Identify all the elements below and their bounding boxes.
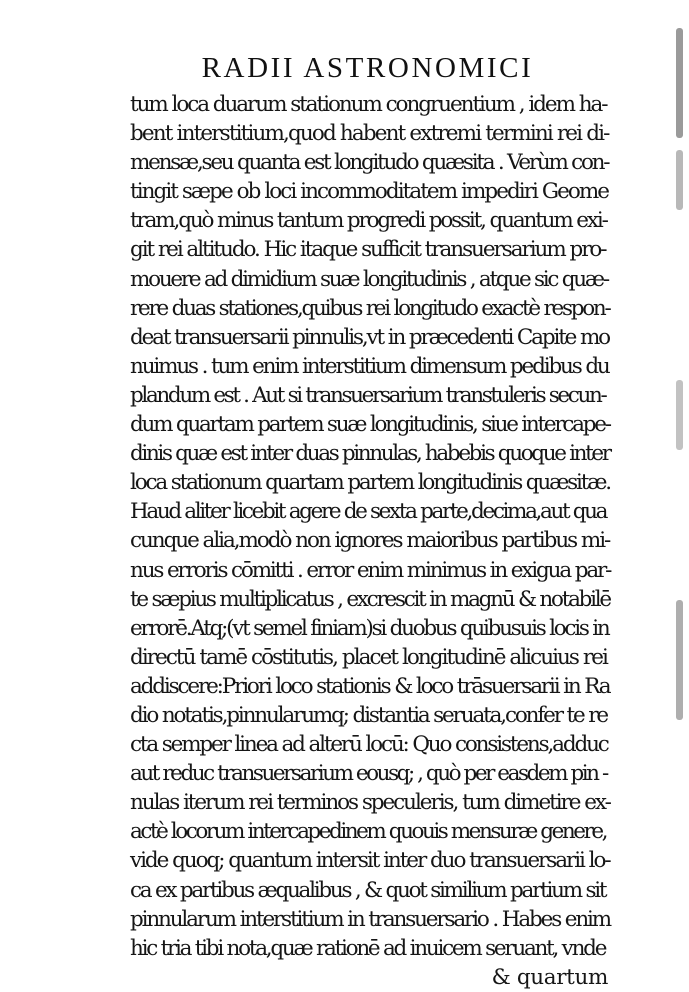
- text-line: hic tria tibi nota,quæ rationē ad inuicem seruant, vnde: [130, 935, 606, 961]
- gutter-shadow: [676, 380, 683, 450]
- text-line: deat transuersarii pinnulis,vt in præcedenti Capite mo: [130, 324, 609, 350]
- gutter-shadow: [676, 28, 683, 138]
- text-line: tram,quò minus tantum progredi possit, quantum exi-: [130, 208, 607, 234]
- text-line: tum loca duarum stationum congruentium , idem ha-: [130, 92, 607, 117]
- text-line: dinis quæ est inter duas pinnulas, habebis quoque inter: [130, 441, 610, 467]
- text-line: mensæ,seu quanta est longitudo quæsita . Verùm con-: [130, 150, 609, 176]
- text-line: pinnularum interstitium in transuersario . Habes enim: [130, 906, 610, 932]
- text-line: vide quoq; quantum intersit inter duo transuersarii lo-: [130, 848, 610, 874]
- text-line: bent interstitium,quod habent extremi termini rei di-: [130, 121, 609, 147]
- text-line: errorē.Atq;(vt semel finiam)si duobus quibusuis locis in: [130, 615, 609, 641]
- catchword: & quartum: [491, 964, 608, 990]
- text-line: dum quartam partem suæ longitudinis, siue intercape-: [130, 412, 610, 438]
- text-line: dio notatis,pinnularumq; distantia seruata,confer te re: [130, 702, 607, 728]
- text-line: loca stationum quartam partem longitudinis quæsitæ.: [130, 470, 610, 496]
- text-line: te sæpius multiplicatus , excrescit in magnū & notabilē: [130, 586, 610, 612]
- text-line: cta semper linea ad alterū locū: Quo consistens,adduc: [130, 732, 608, 758]
- text-line: git rei altitudo. Hic itaque sufficit transuersarium pro-: [130, 237, 606, 263]
- text-line: addiscere:Priori loco stationis & loco trāsuersarii in Ra: [130, 673, 610, 699]
- text-line: cunque alia,modò non ignores maioribus partibus mi-: [130, 528, 610, 554]
- text-line: rere duas stationes,quibus rei longitudo exactè respon-: [130, 295, 610, 321]
- text-line: actè locorum intercapedinem quouis mensuræ genere,: [130, 819, 607, 845]
- running-head: RADII ASTRONOMICI: [201, 52, 534, 84]
- gutter-shadow: [676, 600, 683, 720]
- text-line: nuimus . tum enim interstitium dimensum pedibus du: [130, 353, 609, 379]
- text-line: aut reduc transuersarium eousq; , quò per easdem pin -: [130, 761, 607, 787]
- text-line: Haud aliter licebit agere de sexta parte,decima,aut qua: [130, 499, 607, 525]
- text-line: ca ex partibus æqualibus , & quot similium partium sit: [130, 877, 606, 903]
- text-line: nus erroris cōmitti . error enim minimus in exigua par-: [130, 557, 611, 583]
- text-line: mouere ad dimidium suæ longitudinis , atque sic quæ-: [130, 266, 608, 292]
- body-text: [130, 90, 610, 992]
- text-line: plandum est . Aut si transuersarium transtuleris secun-: [130, 382, 606, 408]
- text-line: tingit sæpe ob loci incommoditatem impediri Geome: [130, 179, 609, 205]
- gutter-shadow: [676, 150, 683, 210]
- text-line: directū tamē cōstitutis, placet longitudinē alicuius rei: [130, 644, 607, 670]
- text-line: nulas iterum rei terminos speculeris, tum dimetire ex-: [130, 790, 610, 816]
